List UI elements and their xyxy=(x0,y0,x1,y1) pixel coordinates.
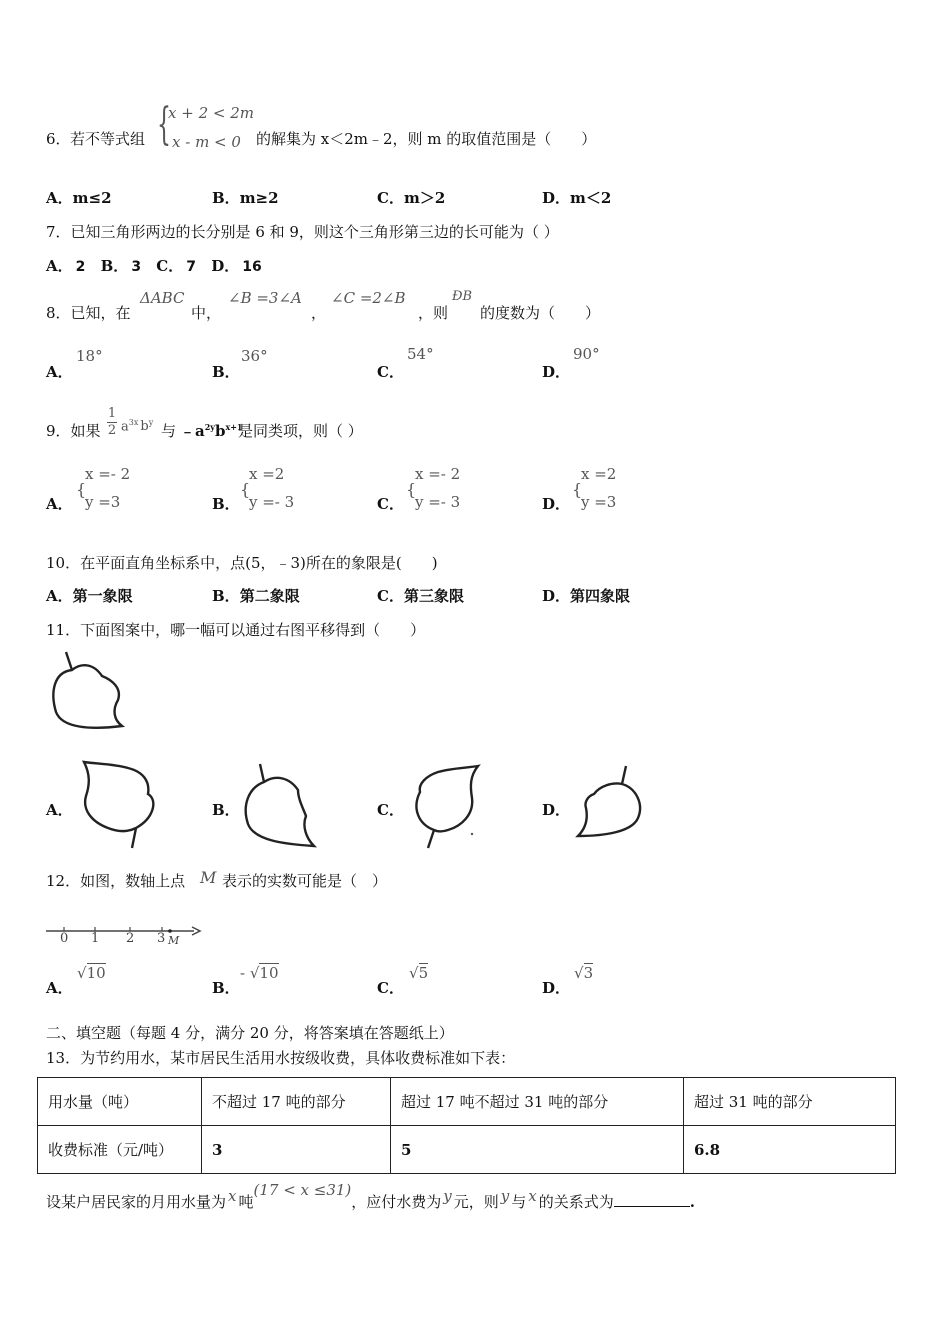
q12-tick-m: M xyxy=(168,934,180,947)
q9-option-b-label[interactable]: B． xyxy=(212,495,240,513)
q8-mid: 中， xyxy=(191,304,222,322)
q6-number: 6． xyxy=(46,130,71,148)
q11-option-c-leaf xyxy=(408,762,488,852)
q10-option-d[interactable]: D．第四象限 xyxy=(542,587,631,605)
q7-stem: 7．已知三角形两边的长分别是 6 和 9，则这个三角形第三边的长可能为（ ） xyxy=(46,223,559,241)
q8-option-a-value: 18° xyxy=(76,347,103,365)
q6-option-b[interactable]: B．m≥2 xyxy=(212,189,279,207)
q9-option-c-label[interactable]: C． xyxy=(377,495,404,513)
q6-option-a[interactable]: A．m≤2 xyxy=(46,189,112,207)
q7-options xyxy=(46,255,262,276)
table-cell: 超过 17 吨不超过 31 吨的部分 xyxy=(391,1078,684,1126)
q10-option-c[interactable]: C．第三象限 xyxy=(377,587,464,605)
q9-number: 9．如果 xyxy=(46,422,101,440)
q13-answer-prefix: 设某户居民家的月用水量为 xyxy=(46,1193,227,1211)
q9-term2: $﹣a^{2y}b^{x+1}$ xyxy=(180,422,243,440)
q6-prefix: 若不等式组 xyxy=(70,130,146,148)
q12-tick-2: 2 xyxy=(126,931,135,946)
q11-option-c-label[interactable]: C． xyxy=(377,801,404,819)
q9-option-b-brace: { xyxy=(240,480,251,499)
q12-option-a-label[interactable]: A． xyxy=(46,979,73,997)
q6-system-line1: x + 2 < 2m xyxy=(168,104,254,122)
q12-tick-3: 3 xyxy=(157,931,166,946)
q13-suffix: 的关系式为 xyxy=(538,1193,614,1211)
table-cell: 用水量（吨） xyxy=(38,1078,202,1126)
q13-stem: 13．为节约用水，某市居民生活用水按级收费，具体收费标准如下表： xyxy=(46,1049,516,1067)
q9-option-d-brace: { xyxy=(572,480,583,499)
q13-mid: ，应付水费为 xyxy=(351,1193,442,1211)
q6-option-d[interactable]: D．m＜2 xyxy=(542,189,612,207)
q7-option-a[interactable]: A． 2 xyxy=(46,257,86,275)
q12-number: 12．如图，数轴上点 xyxy=(46,872,186,890)
q13-var-y: y xyxy=(443,1187,452,1205)
q9-option-a-label[interactable]: A． xyxy=(46,495,73,513)
q8-option-a-label[interactable]: A． xyxy=(46,363,73,381)
q9-option-c-x: x =- 2 xyxy=(415,465,461,483)
table-row xyxy=(38,1126,896,1174)
table-cell: 6.8 xyxy=(684,1126,896,1174)
q9-option-b-x: x =2 xyxy=(249,465,285,483)
q8-option-b-value: 36° xyxy=(241,347,268,365)
q8-triangle: ΔABC xyxy=(140,289,185,307)
q11-option-a-label[interactable]: A． xyxy=(46,801,73,819)
q9-option-c-y: y =- 3 xyxy=(415,493,461,511)
q9-fraction: 1 2 xyxy=(107,406,117,438)
q7-option-d[interactable]: D． 16 xyxy=(211,257,262,275)
q13-with: 与 xyxy=(511,1193,527,1211)
q8-option-d-value: 90° xyxy=(573,345,600,363)
q9-option-b-y: y =- 3 xyxy=(249,493,295,511)
table-cell: 超过 31 吨的部分 xyxy=(684,1078,896,1126)
q13-unit: 吨 xyxy=(238,1193,254,1211)
q9-option-d-x: x =2 xyxy=(581,465,617,483)
q9-option-c-brace: { xyxy=(406,480,417,499)
q12-option-b-value: - √10 xyxy=(240,964,279,982)
q7-option-c[interactable]: C． 7 xyxy=(156,257,196,275)
q12-option-d-value: √3 xyxy=(574,964,594,982)
q11-option-b-label[interactable]: B． xyxy=(212,801,240,819)
q12-tick-0: 0 xyxy=(60,931,69,946)
q13-mid2: 元，则 xyxy=(453,1193,499,1211)
q12-point: M xyxy=(200,868,217,887)
q9-option-d-label[interactable]: D． xyxy=(542,495,571,513)
q8-option-b-label[interactable]: B． xyxy=(212,363,240,381)
table-row xyxy=(38,1078,896,1126)
q8-angle: ÐB xyxy=(452,289,473,304)
q9-suffix: 是同类项，则（ ） xyxy=(238,422,363,440)
q12-option-c-value: √5 xyxy=(409,964,429,982)
section2-title: 二、填空题（每题 4 分，满分 20 分，将答案填在答题纸上） xyxy=(46,1024,454,1042)
table-cell: 5 xyxy=(391,1126,684,1174)
q10-option-b[interactable]: B．第二象限 xyxy=(212,587,300,605)
q8-option-c-label[interactable]: C． xyxy=(377,363,404,381)
q9-option-a-brace: { xyxy=(76,480,87,499)
q9-option-d-y: y =3 xyxy=(581,493,617,511)
q11-option-d-label[interactable]: D． xyxy=(542,801,571,819)
q8-then: ，则 xyxy=(418,304,449,322)
q9-option-a-y: y =3 xyxy=(85,493,121,511)
q13-answer-blank[interactable] xyxy=(614,1192,690,1207)
q12-tick-1: 1 xyxy=(91,931,100,946)
q12-option-c-label[interactable]: C． xyxy=(377,979,404,997)
q7-option-b[interactable]: B． 3 xyxy=(100,257,142,275)
q12-option-b-label[interactable]: B． xyxy=(212,979,240,997)
q9-option-a-x: x =- 2 xyxy=(85,465,131,483)
q13-fee-table xyxy=(37,1077,896,1174)
q11-stem: 11．下面图案中，哪一幅可以通过右图平移得到（ ） xyxy=(46,621,426,639)
q8-suffix: 的度数为（ ） xyxy=(480,304,601,322)
q12-point-m xyxy=(168,929,172,933)
q9-with: 与 xyxy=(161,422,177,440)
q12-option-d-label[interactable]: D． xyxy=(542,979,571,997)
q11-option-b-leaf xyxy=(240,762,320,852)
q13-answer-line xyxy=(46,1181,696,1212)
q8-cond2: ∠C =2∠B xyxy=(331,289,406,307)
q12-number-line xyxy=(44,922,204,948)
q8-option-c-value: 54° xyxy=(407,345,434,363)
q8-number: 8．已知，在 xyxy=(46,304,131,322)
table-cell: 收费标准（元/吨） xyxy=(38,1126,202,1174)
q12-option-a-value: √10 xyxy=(77,964,106,982)
q6-suffix: 的解集为 x＜2m﹣2，则 m 的取值范围是（ ） xyxy=(256,130,597,148)
q13-end: . xyxy=(689,1193,696,1211)
q10-stem: 10．在平面直角坐标系中，点(5，﹣3)所在的象限是( ) xyxy=(46,554,438,572)
q6-option-c[interactable]: C．m＞2 xyxy=(377,189,446,207)
q13-var-x: x xyxy=(228,1187,237,1205)
q6-brace: { xyxy=(157,99,171,150)
q8-option-d-label[interactable]: D． xyxy=(542,363,571,381)
q9-term1: $a^{3x}$ $b^y$ xyxy=(121,418,154,435)
q12-suffix: 表示的实数可能是（ ） xyxy=(222,872,388,890)
q8-cond1: ∠B =3∠A xyxy=(228,289,302,307)
q11-option-d-leaf xyxy=(574,762,646,842)
q8-sep: ， xyxy=(311,304,327,322)
table-cell: 不超过 17 吨的部分 xyxy=(202,1078,391,1126)
q6-system-line2: x - m < 0 xyxy=(172,133,241,151)
q11-reference-leaf xyxy=(46,650,136,740)
q13-range: (17 < x ≤31) xyxy=(253,1181,352,1199)
q13-var-y2: y xyxy=(500,1187,510,1205)
q11-option-a-leaf xyxy=(78,760,158,852)
q13-var-x2: x xyxy=(528,1187,537,1205)
q10-option-a[interactable]: A．第一象限 xyxy=(46,587,133,605)
table-cell: 3 xyxy=(202,1126,391,1174)
